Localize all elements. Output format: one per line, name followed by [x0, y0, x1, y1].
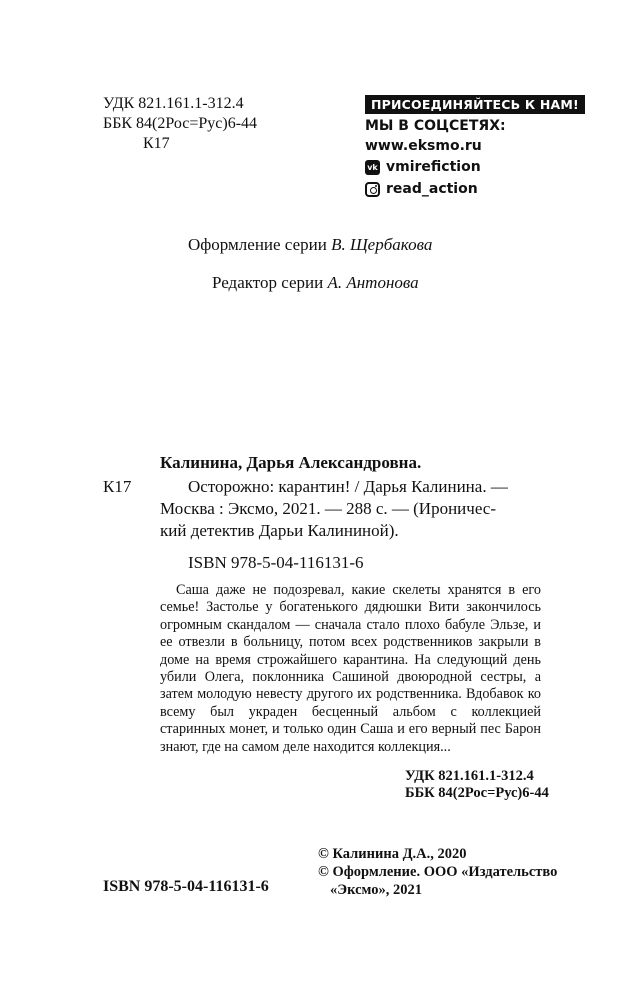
editor-name: А. Антонова	[327, 273, 419, 292]
series-editor-credit	[212, 273, 419, 293]
bib-line-2: Москва : Эксмо, 2021. — 288 с. — (Ироничес-	[160, 499, 497, 518]
top-classification-codes	[103, 94, 257, 154]
bib-mark: К17	[103, 477, 132, 496]
instagram-link[interactable]	[365, 178, 585, 200]
vk-icon: vk	[365, 160, 380, 175]
bib-isbn: ISBN 978-5-04-116131-6	[188, 553, 364, 572]
bottom-udk-code: УДК 821.161.1-312.4	[405, 768, 534, 784]
copyright-block	[318, 845, 557, 899]
bib-line-1: Осторожно: карантин! / Дарья Калинина. —	[188, 477, 508, 496]
social-subtitle: МЫ В СОЦСЕТЯХ:	[365, 118, 506, 134]
footer-isbn: ISBN 978-5-04-116131-6	[103, 878, 269, 895]
bottom-bbk-code: ББК 84(2Рос=Рус)6-44	[405, 785, 549, 801]
instagram-handle: read_action	[386, 181, 478, 197]
annotation-text: Саша даже не подозревал, какие скелеты хранятся в его семье! Застолье у богатенького дядюшки Вити закончилось огромным скандалом — сначала стало плохо бабуле Эльзе, и ее отвезли в больницу, потом всех родственников закрыли в доме на время строжайшего карантина. На следующий день убили Олега, поклонника Сашиной двоюродной сестры, а затем молодую невесту другого их родственника. Вдобавок ко всему был украден бесценный альбом с коллекцией старинных монет, и только один Саша и его верный пес Барон знают, где на самом деле находится коллекция...	[160, 582, 541, 755]
social-block	[365, 94, 585, 200]
editor-label: Редактор серии	[212, 273, 324, 292]
udk-code: УДК 821.161.1-312.4	[103, 95, 244, 112]
bottom-classification-codes	[405, 768, 549, 802]
bbk-code: ББК 84(2Рос=Рус)6-44	[103, 115, 258, 132]
copyright-publisher: «Эксмо», 2021	[330, 882, 422, 898]
copyright-design: © Оформление. ООО «Издательство	[318, 864, 558, 880]
vk-handle: vmirefiction	[386, 159, 481, 175]
author-mark: К17	[143, 135, 170, 152]
join-us-banner: ПРИСОЕДИНЯЙТЕСЬ К НАМ!	[365, 95, 585, 114]
instagram-icon	[365, 182, 380, 197]
bib-line-3: кий детектив Дарьи Калининой).	[160, 521, 399, 540]
design-name: В. Щербакова	[331, 235, 433, 254]
bib-author: Калинина, Дарья Александровна.	[160, 453, 422, 472]
copyright-author: © Калинина Д.А., 2020	[318, 846, 467, 862]
design-label: Оформление серии	[188, 235, 327, 254]
website-link[interactable]: www.eksmo.ru	[365, 138, 482, 154]
vk-link[interactable]	[365, 156, 585, 178]
series-design-credit	[188, 235, 432, 255]
